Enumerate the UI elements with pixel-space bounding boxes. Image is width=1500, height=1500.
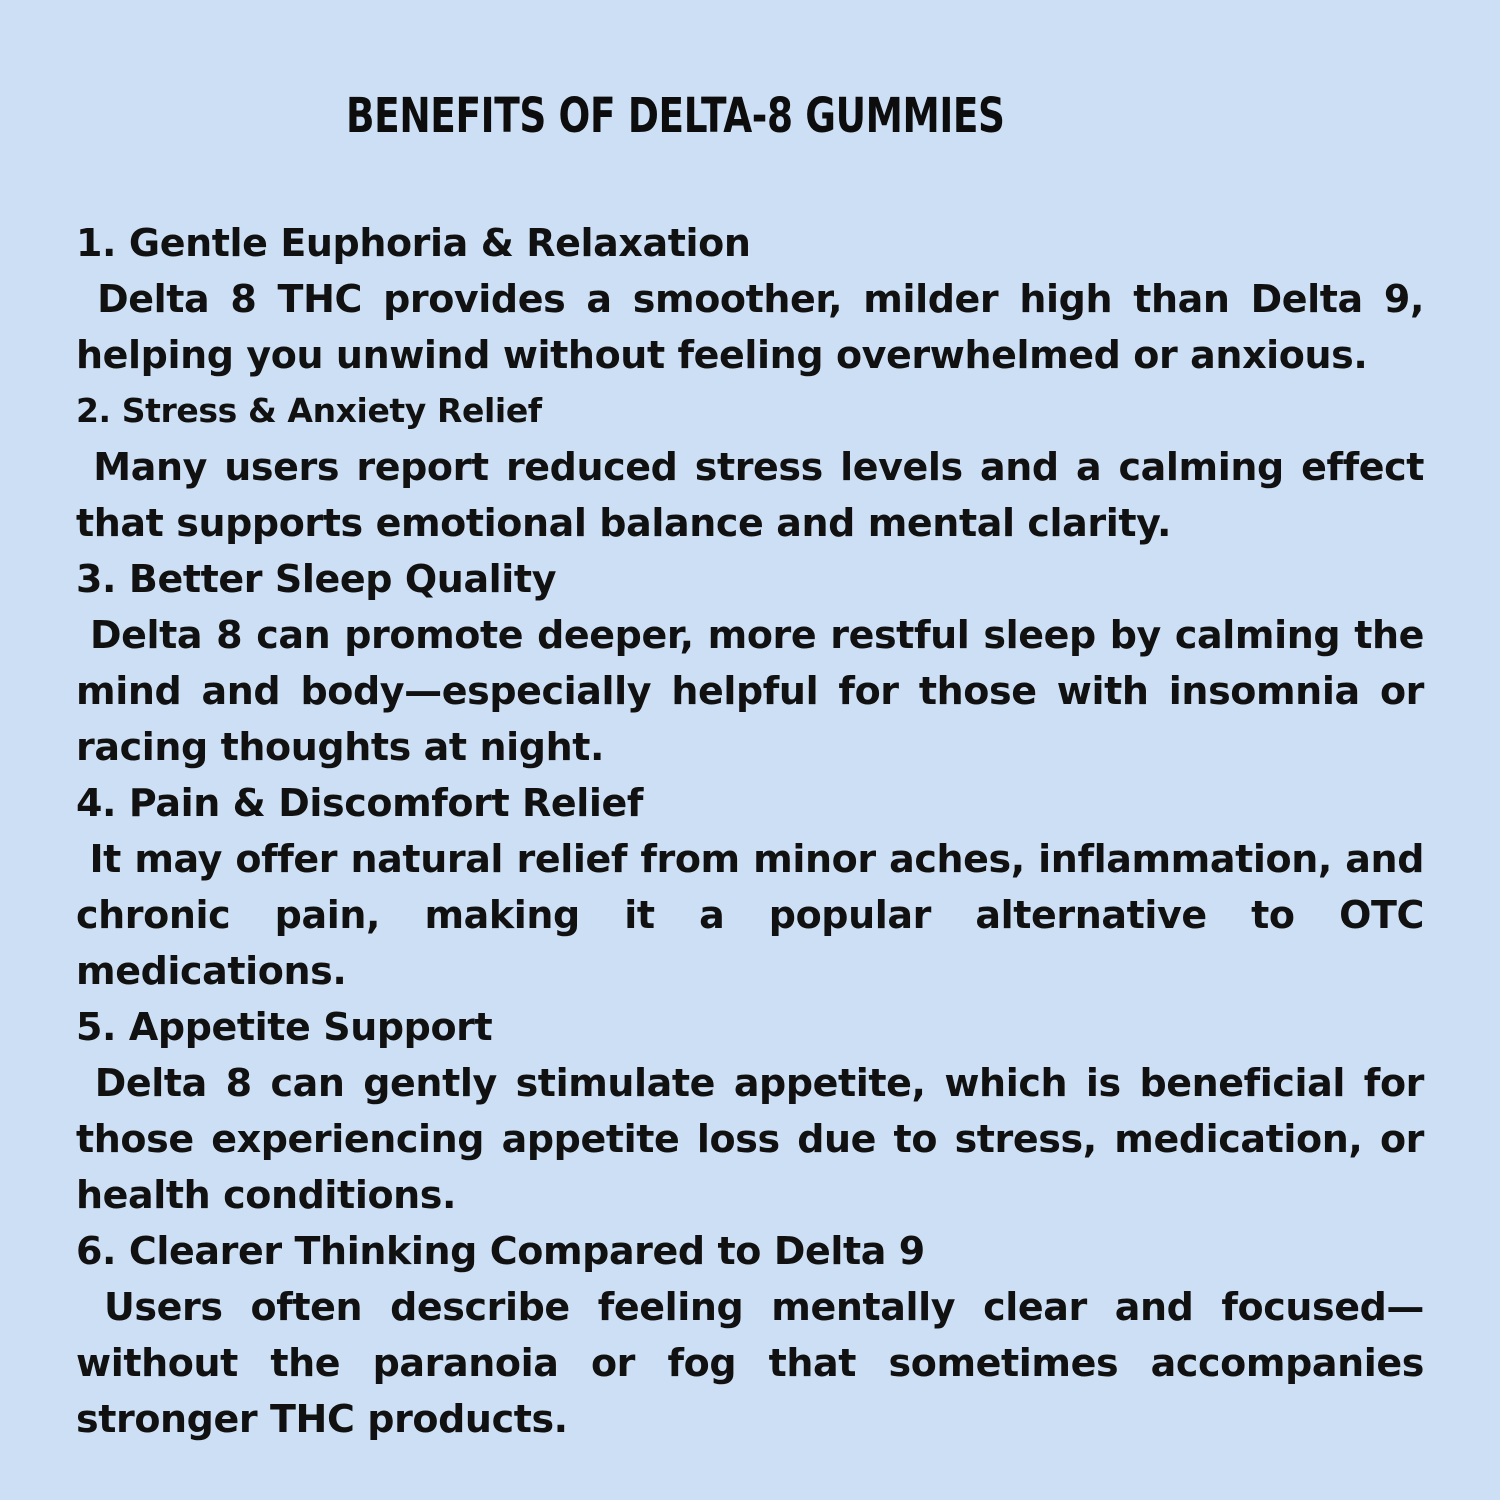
benefit-heading: 2. Stress & Anxiety Relief xyxy=(76,391,542,430)
benefit-item xyxy=(76,215,1437,383)
benefit-heading: 4. Pain & Discomfort Relief xyxy=(76,781,644,825)
benefit-description: Many users report reduced stress levels and a calming effect that supports emotional balance and mental clarity. xyxy=(76,445,1437,545)
benefit-heading: 5. Appetite Support xyxy=(76,1005,493,1049)
benefit-item xyxy=(76,775,1437,999)
benefit-description: Users often describe feeling mentally clear and focused—without the paranoia or fog that sometimes accompanies stronger THC products. xyxy=(76,1285,1437,1441)
page-title: BENEFITS OF DELTA-8 GUMMIES xyxy=(346,88,1005,144)
benefit-description: Delta 8 can promote deeper, more restful sleep by calming the mind and body—especially helpful for those with insomnia or racing thoughts at night. xyxy=(76,613,1437,769)
benefit-description: Delta 8 THC provides a smoother, milder high than Delta 9, helping you unwind without feeling overwhelmed or anxious. xyxy=(76,277,1437,377)
benefits-list xyxy=(76,215,1437,1447)
benefit-item xyxy=(76,383,1437,551)
benefit-heading: 3. Better Sleep Quality xyxy=(76,557,557,601)
benefit-description: It may offer natural relief from minor aches, inflammation, and chronic pain, making it a popular alternative to OTC medications. xyxy=(76,837,1437,993)
benefit-item xyxy=(76,551,1437,775)
benefit-heading: 1. Gentle Euphoria & Relaxation xyxy=(76,221,751,265)
benefit-item xyxy=(76,999,1437,1223)
benefit-heading: 6. Clearer Thinking Compared to Delta 9 xyxy=(76,1229,925,1273)
benefit-item xyxy=(76,1223,1437,1447)
benefit-description: Delta 8 can gently stimulate appetite, which is beneficial for those experiencing appetite loss due to stress, medication, or health conditions. xyxy=(76,1061,1437,1217)
